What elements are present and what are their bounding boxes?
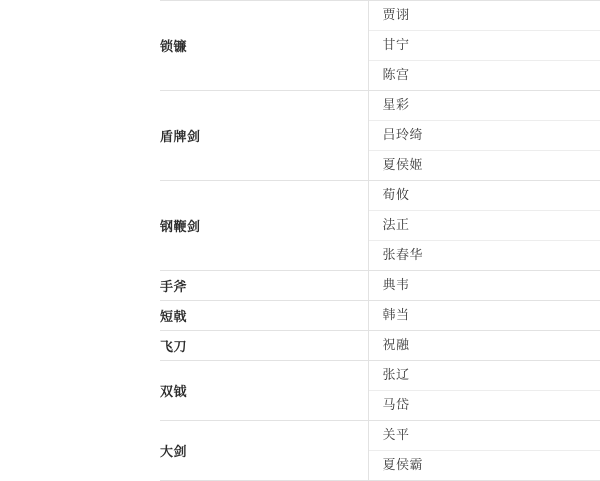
character-list [369, 271, 600, 300]
character-list [369, 331, 600, 360]
character-item: 典韦 [369, 271, 600, 300]
table-row [160, 361, 600, 421]
character-item: 吕玲绮 [369, 121, 600, 151]
character-list-cell [368, 181, 600, 271]
character-list-cell [368, 331, 600, 361]
table-row [160, 421, 600, 481]
table-row [160, 181, 600, 271]
weapon-name-cell: 手斧 [160, 271, 368, 301]
table-row [160, 1, 600, 91]
character-list [369, 421, 600, 480]
character-item: 张辽 [369, 361, 600, 391]
character-list-cell [368, 301, 600, 331]
table-row [160, 91, 600, 181]
weapon-character-table-wrapper [160, 0, 600, 481]
table-row [160, 271, 600, 301]
character-item: 贾诩 [369, 1, 600, 31]
character-list-cell [368, 91, 600, 181]
table-body [160, 1, 600, 481]
character-list-cell [368, 421, 600, 481]
weapon-name-cell: 短戟 [160, 301, 368, 331]
weapon-name-cell: 双钺 [160, 361, 368, 421]
character-item: 陈宫 [369, 61, 600, 90]
character-item: 荀攸 [369, 181, 600, 211]
character-item: 祝融 [369, 331, 600, 360]
character-item: 甘宁 [369, 31, 600, 61]
character-item: 星彩 [369, 91, 600, 121]
character-item: 韩当 [369, 301, 600, 330]
weapon-name-cell: 大剑 [160, 421, 368, 481]
character-list [369, 301, 600, 330]
character-item: 法正 [369, 211, 600, 241]
character-list [369, 181, 600, 270]
character-item: 马岱 [369, 391, 600, 420]
character-list [369, 361, 600, 420]
weapon-character-table [160, 0, 600, 481]
weapon-name-cell: 飞刀 [160, 331, 368, 361]
left-gutter [0, 0, 160, 455]
character-item: 夏侯霸 [369, 451, 600, 480]
table-row [160, 301, 600, 331]
character-list-cell [368, 271, 600, 301]
weapon-name-cell: 锁镰 [160, 1, 368, 91]
character-item: 张春华 [369, 241, 600, 270]
character-list-cell [368, 1, 600, 91]
table-row [160, 331, 600, 361]
weapon-name-cell: 钢鞭剑 [160, 181, 368, 271]
character-list [369, 91, 600, 180]
character-item: 关平 [369, 421, 600, 451]
character-item: 夏侯姬 [369, 151, 600, 180]
character-list-cell [368, 361, 600, 421]
weapon-name-cell: 盾牌剑 [160, 91, 368, 181]
character-list [369, 1, 600, 90]
